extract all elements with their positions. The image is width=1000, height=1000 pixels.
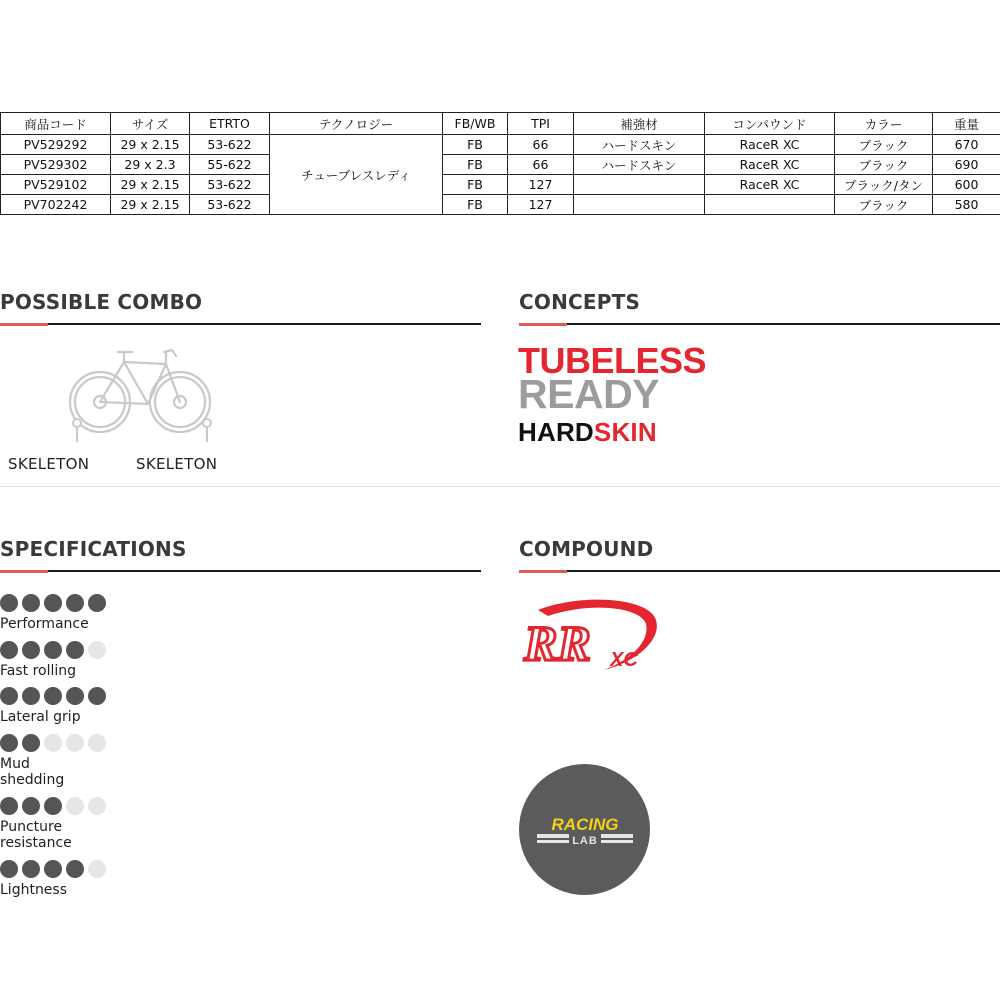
spec-label: Fast rolling — [0, 663, 77, 679]
specifications-section — [0, 537, 481, 573]
product-table — [0, 112, 1000, 215]
rating-dot-empty — [44, 734, 62, 752]
section-rule — [0, 322, 481, 326]
cell-compound: RaceR XC — [705, 135, 835, 155]
hardskin-logo — [518, 419, 657, 445]
col-header: TPI — [508, 113, 574, 135]
table-row — [1, 135, 1000, 155]
ready-logo-text: READY — [518, 371, 660, 417]
col-header: ETRTO — [190, 113, 270, 135]
col-header: 商品コード — [1, 113, 111, 135]
rating-dot-filled — [0, 860, 18, 878]
cell-etrto: 53-622 — [190, 195, 270, 215]
rating-dots — [0, 860, 106, 878]
rating-dots — [0, 687, 106, 705]
cell-technology: チューブレスレディ — [270, 135, 443, 215]
rating-dots — [0, 594, 106, 612]
spec-label: Lateral grip — [0, 709, 81, 725]
cell-tpi: 66 — [508, 155, 574, 175]
cell-color: ブラック — [835, 195, 933, 215]
rating-dot-filled — [22, 797, 40, 815]
cell-fbwb: FB — [443, 135, 508, 155]
concepts-title: CONCEPTS — [519, 290, 641, 314]
bicycle-icon — [62, 344, 222, 444]
compound-section — [519, 537, 1000, 573]
col-header: 重量 — [933, 113, 1000, 135]
racer-xc-logo — [518, 596, 663, 676]
cell-compound: RaceR XC — [705, 155, 835, 175]
spec-item — [0, 860, 106, 898]
cell-etrto: 53-622 — [190, 135, 270, 155]
rating-dot-filled — [22, 687, 40, 705]
cell-color: ブラック — [835, 155, 933, 175]
combo-title: POSSIBLE COMBO — [0, 290, 203, 314]
section-rule — [0, 569, 481, 573]
cell-fbwb: FB — [443, 195, 508, 215]
rating-dot-filled — [66, 860, 84, 878]
cell-size: 29 x 2.15 — [111, 135, 190, 155]
tubeless-logo-text: TUBELESS — [518, 340, 707, 381]
cell-reinforcement: ハードスキン — [574, 135, 705, 155]
cell-etrto: 55-622 — [190, 155, 270, 175]
rating-dot-filled — [0, 687, 18, 705]
rating-dot-empty — [88, 797, 106, 815]
rr-logo-text: RR — [524, 615, 591, 671]
col-header: 補強材 — [574, 113, 705, 135]
rating-dot-empty — [66, 797, 84, 815]
section-rule — [519, 322, 1000, 326]
cell-fbwb: FB — [443, 175, 508, 195]
rating-dot-filled — [44, 797, 62, 815]
spec-item — [0, 797, 106, 851]
cell-code: PV702242 — [1, 195, 111, 215]
cell-etrto: 53-622 — [190, 175, 270, 195]
cell-weight: 690 — [933, 155, 1000, 175]
table-row — [1, 155, 1000, 175]
cell-weight: 580 — [933, 195, 1000, 215]
compound-title: COMPOUND — [519, 537, 654, 561]
cell-color: ブラック — [835, 135, 933, 155]
skin-text: SKIN — [593, 417, 657, 447]
section-divider — [0, 486, 1000, 487]
rating-dot-filled — [66, 641, 84, 659]
cell-weight: 670 — [933, 135, 1000, 155]
cell-weight: 600 — [933, 175, 1000, 195]
rating-dot-empty — [88, 734, 106, 752]
rating-dot-filled — [88, 687, 106, 705]
spec-label: Lightness — [0, 882, 68, 898]
rating-dot-empty — [88, 641, 106, 659]
rating-dots — [0, 641, 106, 659]
rating-dot-filled — [44, 594, 62, 612]
spec-item — [0, 734, 106, 788]
rating-dot-filled — [44, 641, 62, 659]
cell-size: 29 x 2.15 — [111, 175, 190, 195]
cell-reinforcement — [574, 195, 705, 215]
rating-dot-filled — [0, 594, 18, 612]
rating-dots — [0, 734, 106, 752]
cell-compound — [705, 195, 835, 215]
rating-dot-filled — [22, 860, 40, 878]
section-rule — [519, 569, 1000, 573]
specifications-title: SPECIFICATIONS — [0, 537, 187, 561]
cell-size: 29 x 2.3 — [111, 155, 190, 175]
spec-item — [0, 687, 106, 725]
spec-label: Mud shedding — [0, 756, 65, 788]
front-tire-label: SKELETON — [8, 455, 90, 473]
rating-dot-filled — [66, 594, 84, 612]
rating-dot-filled — [22, 594, 40, 612]
cell-size: 29 x 2.15 — [111, 195, 190, 215]
rating-dots — [0, 797, 106, 815]
concepts-section — [519, 290, 1000, 326]
cell-code: PV529292 — [1, 135, 111, 155]
table-row — [1, 175, 1000, 195]
racing-lab-badge — [519, 764, 650, 895]
rating-dot-empty — [88, 860, 106, 878]
col-header: FB/WB — [443, 113, 508, 135]
rating-dot-filled — [66, 687, 84, 705]
rating-dot-filled — [44, 687, 62, 705]
cell-code: PV529302 — [1, 155, 111, 175]
rating-dot-filled — [0, 797, 18, 815]
spec-item — [0, 594, 106, 632]
col-header: カラー — [835, 113, 933, 135]
racing-text: RACING — [551, 815, 619, 834]
rating-dot-filled — [44, 860, 62, 878]
hard-text: HARD — [518, 417, 594, 447]
xc-logo-text: XC — [610, 649, 638, 671]
cell-tpi: 66 — [508, 135, 574, 155]
col-header: テクノロジー — [270, 113, 443, 135]
table-header-row — [1, 113, 1000, 135]
cell-reinforcement — [574, 175, 705, 195]
cell-tpi: 127 — [508, 175, 574, 195]
racing-lab-logo — [519, 764, 650, 895]
rating-dot-empty — [66, 734, 84, 752]
combo-section — [0, 290, 481, 326]
rating-dot-filled — [22, 641, 40, 659]
rating-dot-filled — [0, 641, 18, 659]
cell-fbwb: FB — [443, 155, 508, 175]
spec-label: Puncture resistance — [0, 819, 72, 851]
rating-dot-filled — [0, 734, 18, 752]
col-header: サイズ — [111, 113, 190, 135]
cell-code: PV529102 — [1, 175, 111, 195]
lab-text: LAB — [572, 835, 598, 847]
rating-dot-filled — [88, 594, 106, 612]
table-row — [1, 195, 1000, 215]
cell-reinforcement: ハードスキン — [574, 155, 705, 175]
cell-tpi: 127 — [508, 195, 574, 215]
cell-compound: RaceR XC — [705, 175, 835, 195]
cell-color: ブラック/タン — [835, 175, 933, 195]
spec-item — [0, 641, 106, 679]
rating-dot-filled — [22, 734, 40, 752]
rear-tire-label: SKELETON — [136, 455, 218, 473]
col-header: コンパウンド — [705, 113, 835, 135]
spec-label: Performance — [0, 616, 89, 632]
